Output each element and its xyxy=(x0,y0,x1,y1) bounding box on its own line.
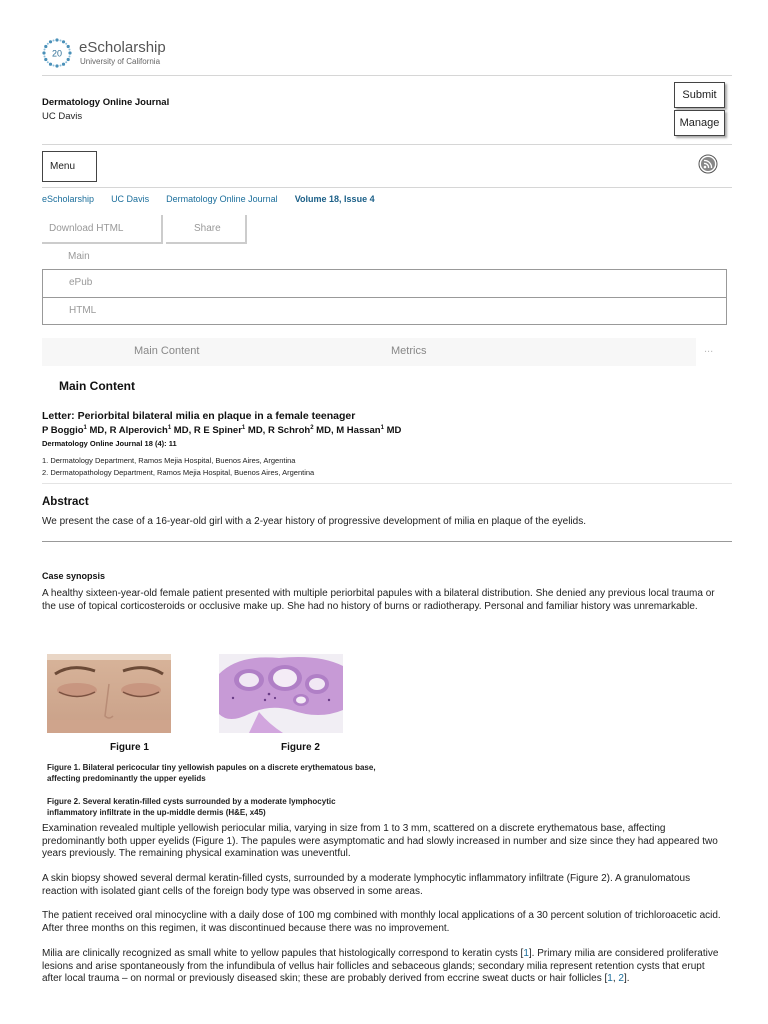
body-paragraph-1: Examination revealed multiple yellowish periocular milia, varying in size from 1 to 3 mm, scattered on a discrete erythematous base, affecting predominantly both upper eyelids (Figure 1). The papules were asymptomatic and had slowly increased in number and size since they had appeared two years previously. The remaining physical examination was uneventful. xyxy=(42,823,718,859)
figure-1-label[interactable]: Figure 1 xyxy=(110,742,149,753)
reference-link-1[interactable]: 1 xyxy=(607,973,613,984)
rss-icon[interactable] xyxy=(698,154,718,174)
tab-more[interactable]: ... xyxy=(704,343,714,355)
article-authors xyxy=(42,425,401,436)
abstract-divider xyxy=(42,541,732,542)
download-html-button[interactable]: Download HTML xyxy=(42,215,163,244)
figure-2-caption: Figure 2. Several keratin-filled cysts surrounded by a moderate lymphocytic inflammatory infiltrate in the up-middle dermis (H&E, x45) xyxy=(47,797,336,817)
figure-2-label[interactable]: Figure 2 xyxy=(281,742,320,753)
breadcrumb-escholarship[interactable]: eScholarship xyxy=(42,194,95,204)
author-degree: MD, xyxy=(86,425,110,437)
breadcrumb xyxy=(42,194,375,204)
paragraph-4-text: Milia are clinically recognized as small white to yellow papules that histologically correspond to keratin cysts [ xyxy=(42,948,524,959)
format-list xyxy=(42,269,727,325)
submit-button[interactable]: Submit xyxy=(674,82,725,108)
author-degree: MD, xyxy=(171,425,194,437)
journal-name[interactable]: Dermatology Online Journal xyxy=(42,97,170,108)
reference-separator: , xyxy=(612,973,619,984)
breadcrumb-current: Volume 18, Issue 4 xyxy=(294,194,375,204)
article-title: Letter: Periorbital bilateral milia en plaque in a female teenager xyxy=(42,410,356,422)
format-html[interactable]: HTML xyxy=(69,305,97,316)
format-main[interactable]: Main xyxy=(68,251,90,262)
author-degree: MD, xyxy=(313,425,337,437)
abstract-text: We present the case of a 16-year-old girl with a 2-year history of progressive development of milia en plaque of the eyelids. xyxy=(42,516,586,527)
affiliation-divider xyxy=(42,483,732,484)
case-synopsis-text: A healthy sixteen-year-old female patient presented with multiple periorbital papules with a bilateral distribution. She denied any previous local trauma or the use of topical corticosteroids or occlusive make up. She had no history of burns or radiotherapy. Personal and familiar history was unremarkable. xyxy=(42,588,715,612)
reference-link-1[interactable]: 1 xyxy=(523,948,529,959)
body-paragraph-3: The patient received oral minocycline with a daily dose of 100 mg combined with monthly local applications of a 30 percent solution of trichloroacetic acid. After three months on this regimen, it was discontinued because there was no improvement. xyxy=(42,910,721,934)
tabs-bar xyxy=(42,338,714,366)
logo-title: eScholarship xyxy=(79,39,166,56)
body-paragraph-4 xyxy=(42,948,724,986)
tab-metrics[interactable]: Metrics xyxy=(391,345,427,357)
journal-unit[interactable]: UC Davis xyxy=(42,111,83,122)
logo-subtitle: University of California xyxy=(80,57,161,66)
format-divider xyxy=(43,297,726,298)
author-affiliation-number: 1 xyxy=(380,425,384,431)
share-button[interactable]: Share xyxy=(166,215,247,244)
journal-divider xyxy=(42,144,732,145)
manage-button[interactable]: Manage xyxy=(674,110,725,136)
figure-2-image[interactable] xyxy=(219,654,343,733)
author-affiliation-number: 1 xyxy=(241,425,246,431)
header-divider xyxy=(42,75,732,76)
author-degree: MD xyxy=(383,425,402,437)
author: R Schroh xyxy=(267,425,311,437)
breadcrumb-journal[interactable]: Dermatology Online Journal xyxy=(166,194,278,204)
abstract-heading: Abstract xyxy=(42,496,89,508)
svg-text:20: 20 xyxy=(51,48,63,59)
affiliation-2: 2. Dermatopathology Department, Ramos Mejia Hospital, Buenos Aires, Argentina xyxy=(42,468,315,477)
author-degree: MD, xyxy=(245,425,268,437)
main-content-heading: Main Content xyxy=(59,379,135,393)
paragraph-4-end: ]. xyxy=(623,973,630,984)
tab-main-content[interactable]: Main Content xyxy=(134,345,200,357)
breadcrumb-uc-davis[interactable]: UC Davis xyxy=(111,194,150,204)
author-affiliation-number: 2 xyxy=(310,425,314,431)
menu-divider xyxy=(42,187,732,188)
article-citation: Dermatology Online Journal 18 (4): 11 xyxy=(42,439,177,448)
format-epub[interactable]: ePub xyxy=(69,277,93,288)
affiliation-1: 1. Dermatology Department, Ramos Mejia Hospital, Buenos Aires, Argentina xyxy=(42,456,296,465)
author: R E Spiner xyxy=(193,425,242,437)
menu-button[interactable]: Menu xyxy=(42,151,97,182)
author-affiliation-number: 1 xyxy=(167,425,172,431)
author: R Alperovich xyxy=(109,425,168,437)
author: M Hassan xyxy=(336,425,381,437)
body-paragraph-2: A skin biopsy showed several dermal keratin-filled cysts, surrounded by a moderate lymphocytic inflammatory infiltrate (Figure 2). A granulomatous reaction with isolated giant cells of the foreign body type was observed in some areas. xyxy=(42,873,691,897)
figure-1-image[interactable] xyxy=(47,654,171,733)
case-synopsis-heading: Case synopsis xyxy=(42,571,106,581)
paragraph-4-text: ]. Primary milia are considered proliferative lesions and arise spontaneously from the infundibula of vellus hair follicles and sebaceous glands; secondary milia represent retention cysts that erupt after local trauma – on normal or previously diseased skin; these are probably derived from eccrine sweat ducts or hair follicles [ xyxy=(42,948,719,984)
author: P Boggio xyxy=(42,425,84,437)
author-affiliation-number: 1 xyxy=(83,425,87,431)
escholarship-logo[interactable] xyxy=(42,38,182,70)
escholarship-logo-icon xyxy=(42,38,72,68)
figure-1-caption: Figure 1. Bilateral pericocular tiny yellowish papules on a discrete erythematous base, affecting predominantly the upper eyelids xyxy=(47,763,376,783)
reference-link-2[interactable]: 2 xyxy=(618,973,624,984)
